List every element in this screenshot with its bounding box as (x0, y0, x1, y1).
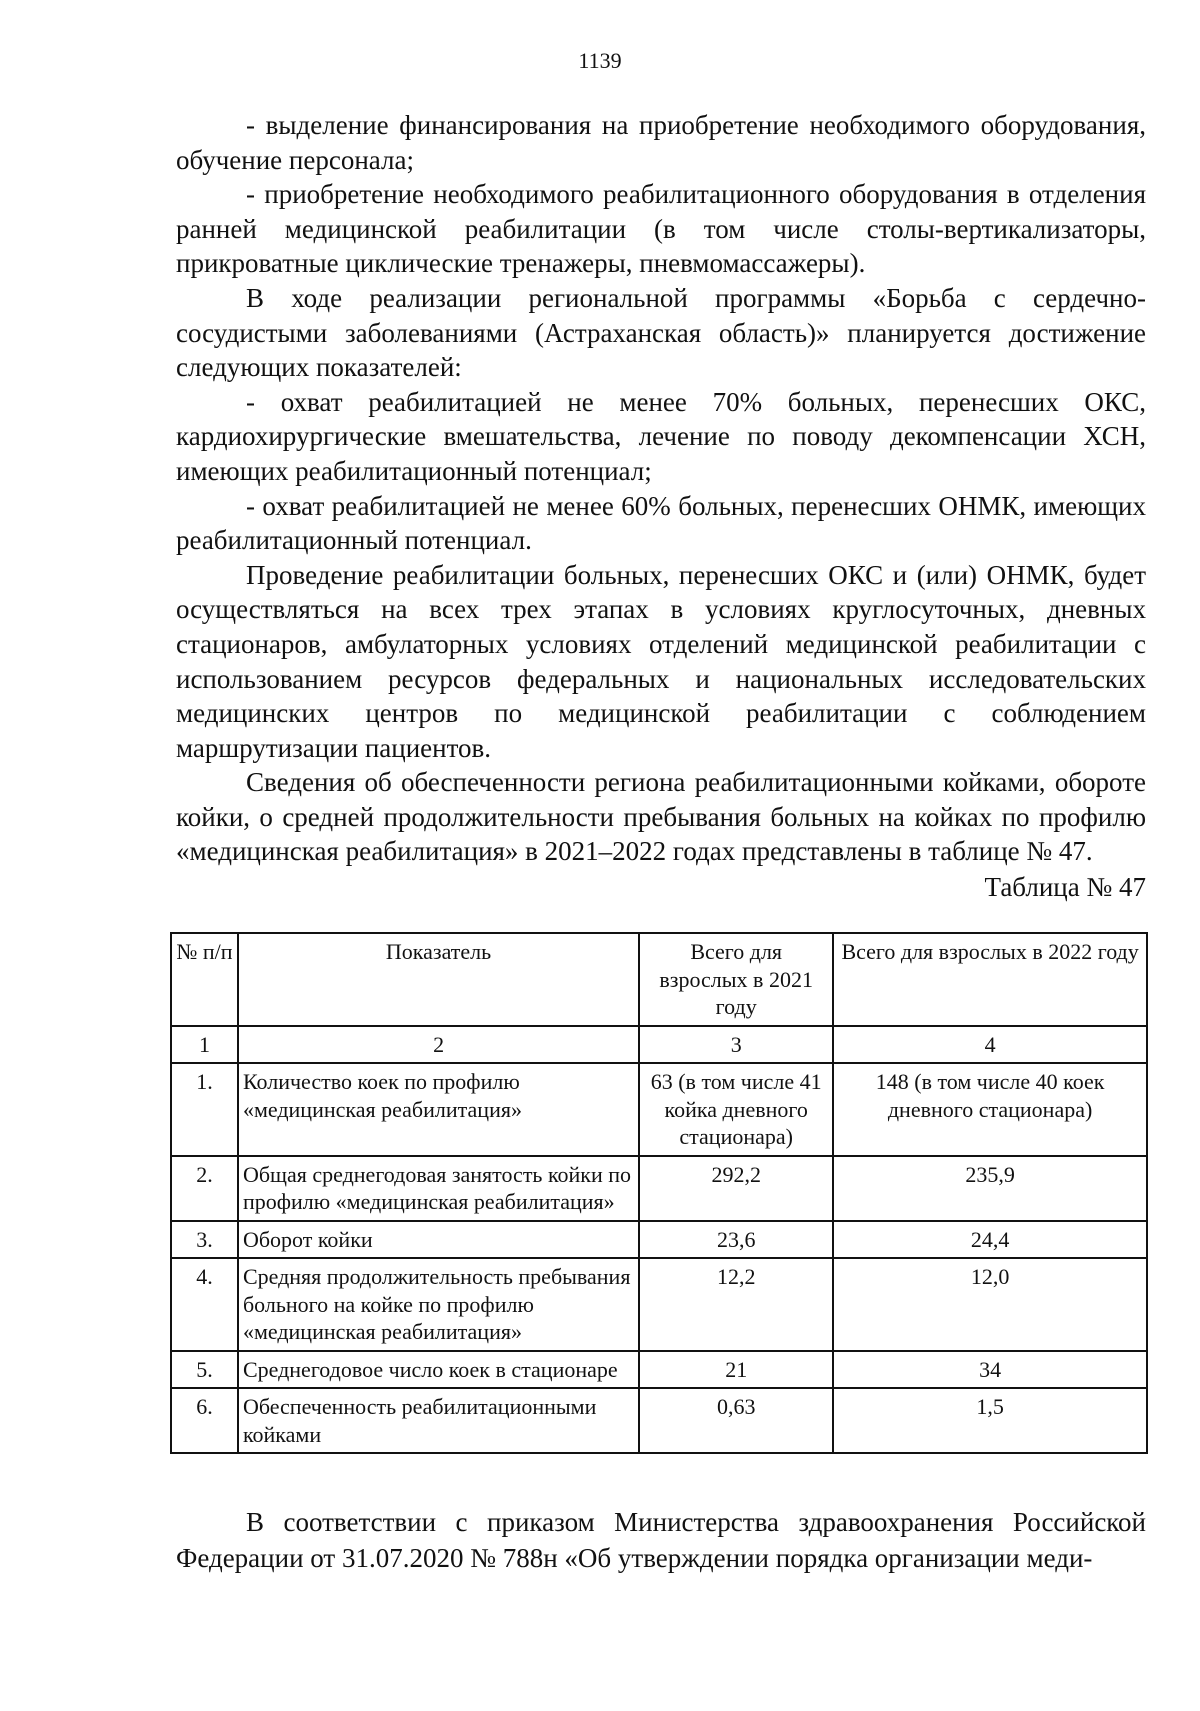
column-number: 1 (171, 1026, 238, 1064)
row-value-2022: 148 (в том числе 40 коек дневного стационара) (833, 1063, 1147, 1156)
header-2021: Всего для взрослых в 2021 году (639, 933, 833, 1026)
row-num: 5. (171, 1351, 238, 1389)
page-number: 1139 (578, 48, 622, 73)
header-indicator: Показатель (238, 933, 639, 1026)
row-value-2021: 12,2 (639, 1258, 833, 1351)
table-row (171, 1221, 1147, 1259)
row-value-2022: 1,5 (833, 1388, 1147, 1453)
row-indicator: Количество коек по профилю «медицинская реабилитация» (238, 1063, 639, 1156)
row-value-2022: 12,0 (833, 1258, 1147, 1351)
table-header-row (171, 933, 1147, 1026)
paragraph: - выделение финансирования на приобретение необходимого оборудования, обучение персонала; (176, 110, 1146, 175)
row-indicator: Обеспеченность реабилитационными койками (238, 1388, 639, 1453)
row-num: 3. (171, 1221, 238, 1259)
paragraph: - охват реабилитацией не менее 70% больных, перенесших ОКС, кардиохирургические вмешательства, лечение по поводу декомпенсации ХСН, имеющих реабилитационный потенциал; (176, 386, 1146, 486)
row-value-2021: 292,2 (639, 1156, 833, 1221)
column-number: 4 (833, 1026, 1147, 1064)
row-indicator: Среднегодовое число коек в стационаре (238, 1351, 639, 1389)
row-indicator: Средняя продолжительность пребывания больного на койке по профилю «медицинская реабилитация» (238, 1258, 639, 1351)
row-num: 4. (171, 1258, 238, 1351)
row-indicator: Оборот койки (238, 1221, 639, 1259)
paragraph: Сведения об обеспеченности региона реабилитационными койками, обороте койки, о средней продолжительности пребывания больных на койках по профилю «медицинская реабилитация» в 2021–2022 годах представлены в таблице № 47. (176, 767, 1146, 867)
footer-text (176, 1504, 1146, 1576)
row-num: 2. (171, 1156, 238, 1221)
table-caption: Таблица № 47 (984, 872, 1146, 902)
row-value-2021: 63 (в том числе 41 койка дневного стационара) (639, 1063, 833, 1156)
column-number: 3 (639, 1026, 833, 1064)
paragraph: - приобретение необходимого реабилитационного оборудования в отделения ранней медицинской реабилитации (в том числе столы-вертикализаторы, прикроватные циклические тренажеры, пневмомассажеры). (176, 179, 1146, 279)
column-number-row (171, 1026, 1147, 1064)
row-value-2021: 21 (639, 1351, 833, 1389)
row-value-2021: 0,63 (639, 1388, 833, 1453)
paragraph: Проведение реабилитации больных, перенесших ОКС и (или) ОНМК, будет осуществляться на всех трех этапах в условиях круглосуточных, дневных стационаров, амбулаторных условиях отделений медицинской реабилитации с использованием ресурсов федеральных и национальных исследовательских медицинских центров по медицинской реабилитации с соблюдением маршрутизации пациентов. (176, 559, 1146, 763)
header-num: № п/п (171, 933, 238, 1026)
data-table (170, 932, 1148, 1454)
table-row (171, 1351, 1147, 1389)
paragraph: - охват реабилитацией не менее 60% больных, перенесших ОНМК, имеющих реабилитационный потенциал. (176, 490, 1146, 556)
row-value-2022: 24,4 (833, 1221, 1147, 1259)
body-text (176, 108, 1146, 869)
column-number: 2 (238, 1026, 639, 1064)
row-value-2022: 34 (833, 1351, 1147, 1389)
header-2022: Всего для взрослых в 2022 году (833, 933, 1147, 1026)
table-row (171, 1258, 1147, 1351)
table-row (171, 1156, 1147, 1221)
row-value-2021: 23,6 (639, 1221, 833, 1259)
paragraph: В соответствии с приказом Министерства здравоохранения Российской Федерации от 31.07.2020 № 788н «Об утверждении порядка организации меди- (176, 1507, 1146, 1573)
row-num: 6. (171, 1388, 238, 1453)
table-row (171, 1388, 1147, 1453)
row-indicator: Общая среднегодовая занятость койки по профилю «медицинская реабилитация» (238, 1156, 639, 1221)
paragraph: В ходе реализации региональной программы «Борьба с сердечно-сосудистыми заболеваниями (Астраханская область)» планируется достижение следующих показателей: (176, 282, 1146, 383)
row-num: 1. (171, 1063, 238, 1156)
table-row (171, 1063, 1147, 1156)
row-value-2022: 235,9 (833, 1156, 1147, 1221)
